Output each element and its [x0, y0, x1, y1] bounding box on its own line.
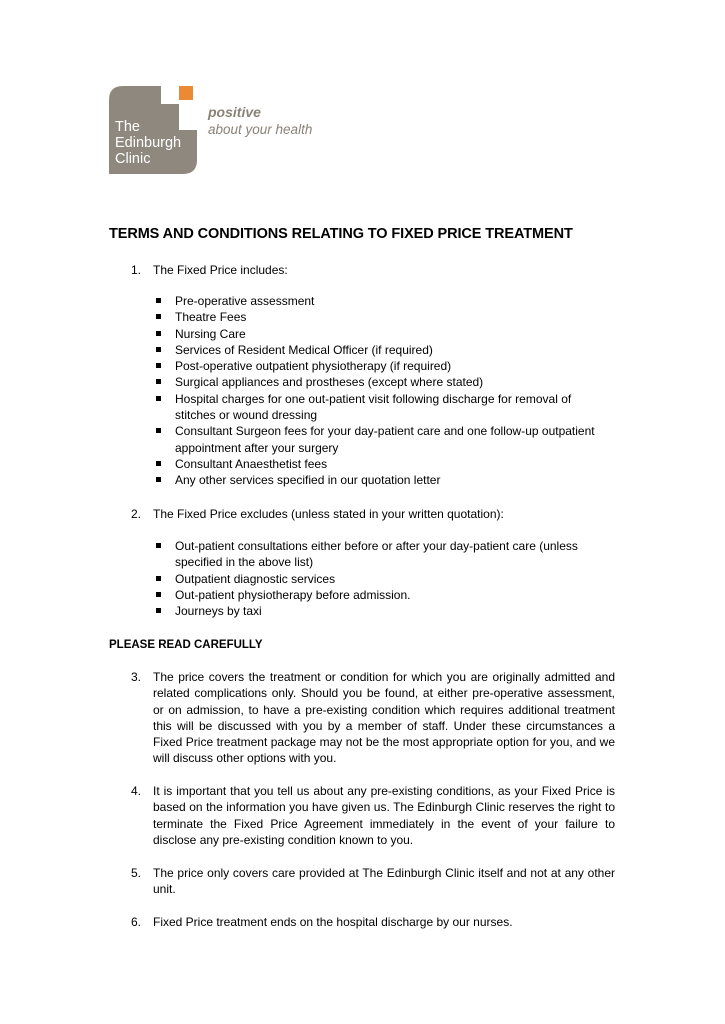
section-number: 1.	[131, 263, 142, 277]
section-text: The Fixed Price includes:	[153, 263, 288, 277]
list-item: Journeys by taxi	[154, 603, 614, 619]
list-item: Hospital charges for one out-patient visit following discharge for removal of stitches or wound dressing	[154, 391, 614, 424]
logo-accent-square	[179, 86, 193, 100]
includes-list	[154, 293, 614, 489]
logo-tagline	[208, 104, 312, 138]
bullet-square-icon	[156, 379, 161, 384]
bullet-square-icon	[156, 298, 161, 303]
bullet-square-icon	[156, 363, 161, 368]
list-item: Nursing Care	[154, 326, 614, 342]
list-item: Outpatient diagnostic services	[154, 571, 614, 587]
list-item: Out-patient consultations either before or after your day-patient care (unless specified in the above list)	[154, 538, 614, 571]
logo-line-2: Edinburgh	[115, 135, 182, 151]
list-item: Theatre Fees	[154, 309, 614, 325]
bullet-square-icon	[156, 347, 161, 352]
bullet-square-icon	[156, 314, 161, 319]
bullet-square-icon	[156, 461, 161, 466]
list-item: Any other services specified in our quotation letter	[154, 472, 614, 488]
logo-line-3: Clinic	[115, 151, 151, 167]
section-3	[131, 669, 615, 767]
excludes-list	[154, 538, 614, 619]
bullet-square-icon	[156, 592, 161, 597]
list-item: Consultant Surgeon fees for your day-patient care and one follow-up outpatient appointment after your surgery	[154, 423, 614, 456]
please-read-heading: PLEASE READ CAREFULLY	[109, 639, 263, 651]
bullet-square-icon	[156, 543, 161, 548]
section-text: The Fixed Price excludes (unless stated in your written quotation):	[153, 507, 504, 521]
list-item: Services of Resident Medical Officer (if required)	[154, 342, 614, 358]
section-text: It is important that you tell us about any pre-existing conditions, as your Fixed Price is based on the information you have given us. The Edinburgh Clinic reserves the right to terminate the Fixed Price Agreement immediately in the event of your failure to disclose any pre-existing condition known to you.	[153, 784, 615, 847]
document-title: TERMS AND CONDITIONS RELATING TO FIXED PRICE TREATMENT	[109, 226, 573, 242]
bullet-square-icon	[156, 576, 161, 581]
logo-line-1: The	[115, 119, 140, 135]
tagline-health: about your health	[208, 122, 313, 137]
section-text: Fixed Price treatment ends on the hospital discharge by our nurses.	[153, 915, 513, 929]
section-number: 4.	[131, 784, 142, 798]
list-item: Surgical appliances and prostheses (except where stated)	[154, 374, 614, 390]
list-item: Consultant Anaesthetist fees	[154, 456, 614, 472]
section-5	[131, 865, 615, 898]
list-item: Out-patient physiotherapy before admission.	[154, 587, 614, 603]
section-4	[131, 783, 615, 848]
clinic-logo	[109, 86, 324, 178]
section-number: 2.	[131, 507, 142, 521]
section-6	[131, 914, 615, 930]
logo-wordmark	[115, 119, 181, 167]
list-item: Post-operative outpatient physiotherapy (if required)	[154, 358, 614, 374]
bullet-square-icon	[156, 428, 161, 433]
bullet-square-icon	[156, 608, 161, 613]
bullet-square-icon	[156, 396, 161, 401]
section-text: The price only covers care provided at The Edinburgh Clinic itself and not at any other unit.	[153, 866, 615, 897]
section-number: 5.	[131, 866, 142, 880]
tagline-positive: positive	[208, 104, 261, 120]
section-2	[131, 506, 615, 522]
list-item: Pre-operative assessment	[154, 293, 614, 309]
section-number: 6.	[131, 915, 142, 929]
bullet-square-icon	[156, 477, 161, 482]
bullet-square-icon	[156, 331, 161, 336]
section-1	[131, 262, 615, 278]
section-text: The price covers the treatment or condition for which you are originally admitted and related complications only. Should you be found, at either pre-operative assessment, or on admission, to have a pre-existing condition which requires additional treatment this will be discussed with you by a member of staff. Under these circumstances a Fixed Price treatment package may not be the most appropriate option for you, and we will discuss other options with you.	[153, 670, 615, 766]
section-number: 3.	[131, 670, 142, 684]
